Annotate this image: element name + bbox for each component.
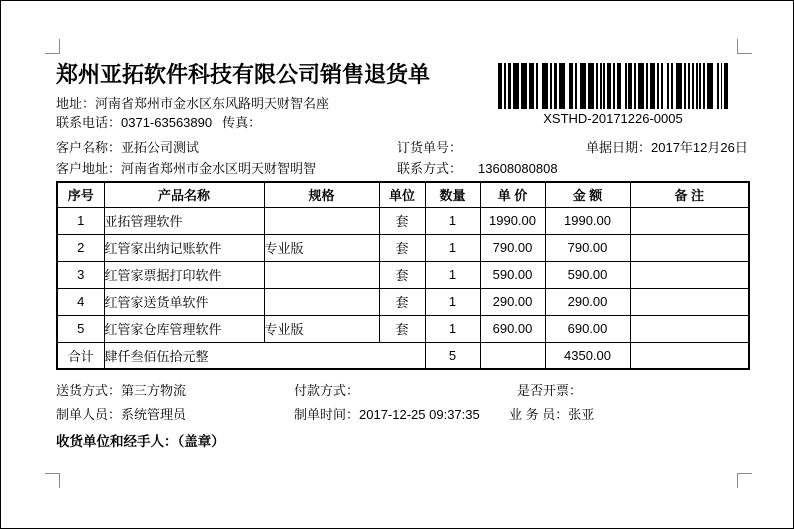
table-row	[57, 234, 749, 261]
cell-no: 2	[57, 234, 104, 261]
invoice-flag-label: 是否开票：	[517, 383, 583, 398]
cell-unit: 套	[379, 261, 425, 288]
cell-name: 亚拓管理软件	[104, 207, 264, 234]
cell-qty: 1	[425, 288, 480, 315]
cell-unit: 套	[379, 234, 425, 261]
payment-method-field	[294, 380, 359, 399]
cell-amount: 1990.00	[545, 207, 630, 234]
cell-no: 3	[57, 261, 104, 288]
cell-spec	[264, 288, 379, 315]
cell-note	[630, 261, 749, 288]
column-header: 备 注	[630, 182, 749, 207]
barcode	[498, 63, 728, 109]
column-header: 数量	[425, 182, 480, 207]
crop-mark-top-left-icon	[45, 39, 60, 54]
cell-no: 1	[57, 207, 104, 234]
barcode-label: XSTHD-20171226-0005	[543, 111, 683, 126]
cell-amount: 690.00	[545, 315, 630, 342]
column-header: 产品名称	[104, 182, 264, 207]
order-no-label: 订货单号：	[397, 140, 463, 155]
cell-amount: 290.00	[545, 288, 630, 315]
items-table	[56, 181, 750, 370]
cell-qty: 1	[425, 261, 480, 288]
customer-name-field	[56, 137, 199, 156]
doc-maker-field	[56, 404, 186, 423]
contact-value: 13608080808	[478, 161, 558, 176]
column-header: 序号	[57, 182, 104, 207]
address-label: 地址：	[56, 96, 96, 111]
doc-date-label: 单据日期：	[586, 140, 652, 155]
column-header: 单 价	[480, 182, 545, 207]
table-row	[57, 261, 749, 288]
doc-maker-label: 制单人员：	[56, 407, 122, 422]
fax-label: 传真：	[222, 115, 262, 130]
total-qty: 5	[425, 342, 480, 369]
cell-unit: 套	[379, 315, 425, 342]
contact-field	[397, 158, 558, 177]
payment-method-label: 付款方式：	[294, 383, 360, 398]
table-header-row	[57, 182, 749, 207]
order-no-field	[397, 137, 462, 156]
cell-price: 1990.00	[480, 207, 545, 234]
invoice-flag-field	[517, 380, 582, 399]
cell-unit: 套	[379, 288, 425, 315]
delivery-method-field	[56, 380, 186, 399]
table-row	[57, 207, 749, 234]
cell-amount: 590.00	[545, 261, 630, 288]
customer-name-label: 客户名称：	[56, 140, 122, 155]
cell-spec: 专业版	[264, 234, 379, 261]
total-amount_in_words: 肆仟叁佰伍拾元整	[104, 342, 425, 369]
total-price	[480, 342, 545, 369]
customer-address-field	[56, 158, 316, 177]
receiver-sign-line: 收货单位和经手人：（盖章）	[56, 434, 225, 449]
cell-no: 5	[57, 315, 104, 342]
salesman-value: 张亚	[568, 407, 595, 422]
total-amount: 4350.00	[545, 342, 630, 369]
cell-no: 4	[57, 288, 104, 315]
cell-name: 红管家仓库管理软件	[104, 315, 264, 342]
address-value: 河南省郑州市金水区东风路明天财智名座	[95, 96, 330, 111]
delivery-method-value: 第三方物流	[121, 383, 187, 398]
cell-spec	[264, 261, 379, 288]
column-header: 单位	[379, 182, 425, 207]
cell-qty: 1	[425, 315, 480, 342]
barcode-bar	[724, 63, 728, 109]
cell-price: 590.00	[480, 261, 545, 288]
cell-spec: 专业版	[264, 315, 379, 342]
delivery-method-label: 送货方式：	[56, 383, 122, 398]
company-phone-line	[56, 112, 261, 131]
customer-name-value: 亚拓公司测试	[121, 140, 200, 155]
cell-name: 红管家送货单软件	[104, 288, 264, 315]
cell-note	[630, 315, 749, 342]
phone-label: 联系电话：	[56, 115, 122, 130]
cell-price: 690.00	[480, 315, 545, 342]
doc-time-label: 制单时间：	[294, 407, 360, 422]
customer-address-value: 河南省郑州市金水区明天财智明智	[121, 161, 317, 176]
cell-spec	[264, 207, 379, 234]
cell-price: 290.00	[480, 288, 545, 315]
doc-maker-value: 系统管理员	[121, 407, 187, 422]
cell-note	[630, 288, 749, 315]
contact-label: 联系方式：	[397, 161, 463, 176]
salesman-field	[509, 404, 594, 423]
doc-time-field	[294, 404, 480, 423]
cell-price: 790.00	[480, 234, 545, 261]
doc-date-value: 2017年12月26日	[651, 140, 748, 155]
cell-amount: 790.00	[545, 234, 630, 261]
total-label: 合计	[57, 342, 104, 369]
column-header: 金 额	[545, 182, 630, 207]
table-row	[57, 288, 749, 315]
doc-date-field	[586, 137, 748, 156]
crop-mark-bottom-left-icon	[45, 473, 60, 488]
cell-name: 红管家票据打印软件	[104, 261, 264, 288]
cell-note	[630, 234, 749, 261]
cell-qty: 1	[425, 234, 480, 261]
crop-mark-bottom-right-icon	[737, 473, 752, 488]
cell-unit: 套	[379, 207, 425, 234]
table-total-row	[57, 342, 749, 369]
customer-address-label: 客户地址：	[56, 161, 122, 176]
total-note	[630, 342, 749, 369]
cell-name: 红管家出纳记账软件	[104, 234, 264, 261]
phone-value: 0371-63563890	[121, 115, 213, 130]
company-address-line	[56, 93, 329, 112]
column-header: 规格	[264, 182, 379, 207]
page-title: 郑州亚拓软件科技有限公司销售退货单	[56, 62, 431, 87]
crop-mark-top-right-icon	[737, 39, 752, 54]
salesman-label: 业 务 员：	[509, 407, 569, 422]
table-row	[57, 315, 749, 342]
cell-qty: 1	[425, 207, 480, 234]
cell-note	[630, 207, 749, 234]
doc-time-value: 2017-12-25 09:37:35	[359, 407, 480, 422]
